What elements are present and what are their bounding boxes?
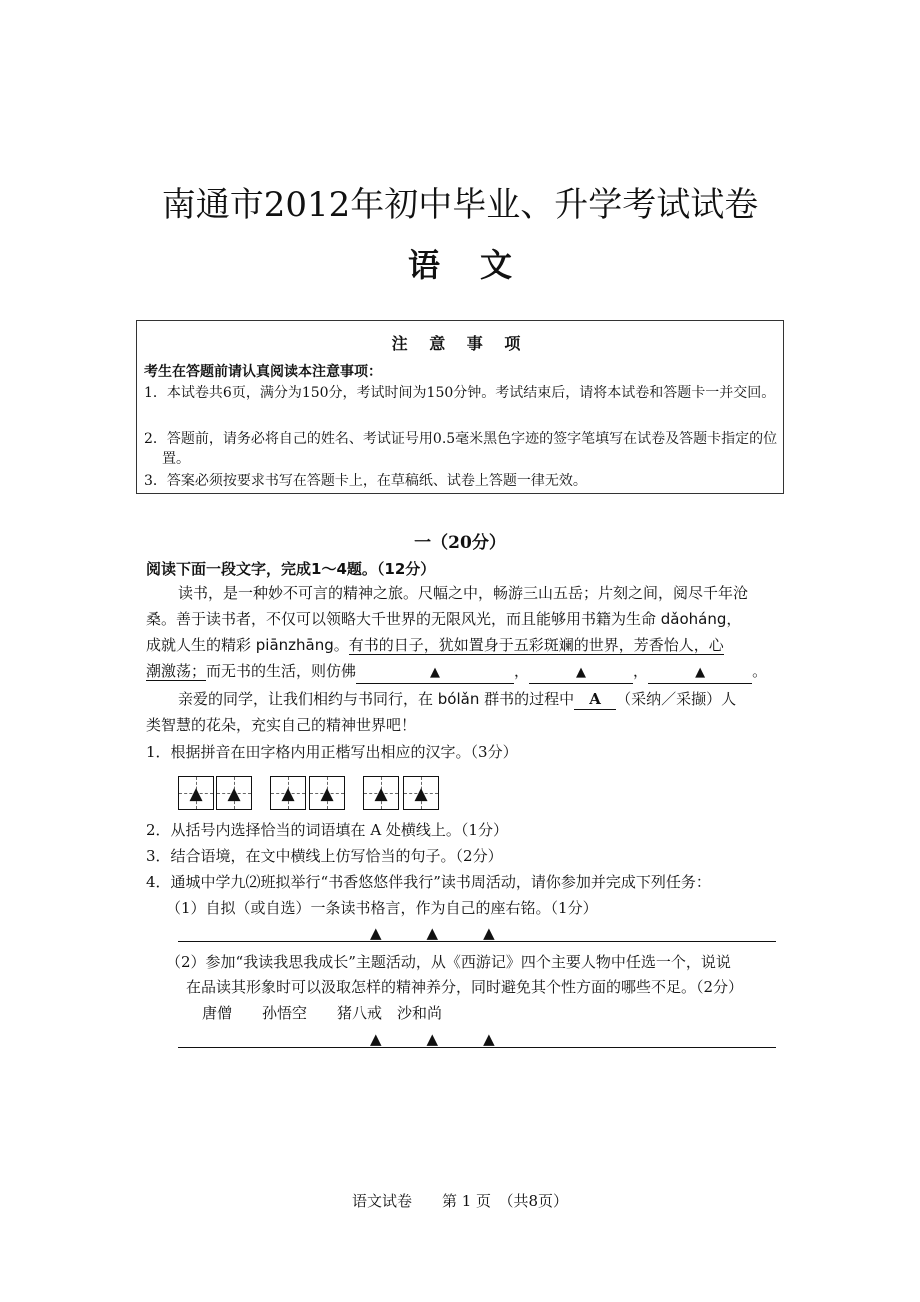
answer-line[interactable] xyxy=(178,941,776,942)
notice-item: 3．答案必须按要求书写在答题卡上，在草稿纸、试卷上答题一律无效。 xyxy=(144,473,587,489)
tianzige-cell[interactable] xyxy=(403,776,439,810)
triangle-icon: ▲ xyxy=(576,665,587,680)
underlined-sentence: 潮激荡； xyxy=(146,662,207,680)
tianzige-cell[interactable] xyxy=(309,776,345,810)
triangle-icon: ▲ xyxy=(320,784,334,804)
passage-line xyxy=(178,686,736,712)
question-4: 4．通城中学九⑵班拟举行“书香悠悠伴我行”读书周活动，请你参加并完成下列任务： xyxy=(146,873,711,891)
tianzige-cell[interactable] xyxy=(216,776,252,810)
answer-marks: ▲ ▲ ▲ xyxy=(370,924,495,942)
imitation-blank xyxy=(356,661,514,684)
passage-text: 亲爱的同学，让我们相约与书同行，在 bólǎn 群书的过程中 xyxy=(178,690,575,708)
tianzige-cell[interactable] xyxy=(363,776,399,810)
section-heading: 一（20分） xyxy=(414,533,506,553)
triangle-icon: ▲ xyxy=(281,784,295,804)
passage-line: 类智慧的花朵，充实自己的精神世界吧！ xyxy=(146,716,417,734)
underlined-sentence: 有书的日子，犹如置身于五彩斑斓的世界，芳香怡人，心 xyxy=(348,636,724,654)
question-2: 2．从括号内选择恰当的词语填在 A 处横线上。（1分） xyxy=(146,821,508,839)
passage-line: 桑。善于读书者，不仅可以领略大千世界的无限风光，而且能够用书籍为生命 dǎoháng， xyxy=(146,610,742,628)
punct: ， xyxy=(633,662,649,680)
passage-line xyxy=(146,632,724,658)
answer-marks: ▲ ▲ ▲ xyxy=(370,1030,495,1048)
notice-item: 1．本试卷共6页，满分为150分，考试时间为150分钟。考试结束后，请将本试卷和答题卡一并交回。 xyxy=(144,385,776,401)
notice-box xyxy=(136,320,784,494)
question-4-1: （1）自拟（或自选）一条读书格言，作为自己的座右铭。（1分） xyxy=(166,899,598,917)
question-1: 1．根据拼音在田字格内用正楷写出相应的汉字。（3分） xyxy=(146,743,518,761)
triangle-icon: ▲ xyxy=(189,784,203,804)
punct: ， xyxy=(514,662,530,680)
triangle-icon: ▲ xyxy=(430,665,441,680)
reading-lead: 阅读下面一段文字，完成1～4题。（12分） xyxy=(146,560,436,578)
notice-item: 2．答题前，请务必将自己的姓名、考试证号用0.5毫米黑色字迹的签字笔填写在试卷及答题卡指定的位置。 xyxy=(144,431,778,467)
imitation-blank xyxy=(648,661,752,684)
passage-text: 成就人生的精彩 piānzhāng。 xyxy=(146,636,349,654)
notice-intro: 考生在答题前请认真阅读本注意事项： xyxy=(144,364,382,380)
notice-heading: 注 意 事 项 xyxy=(391,334,529,353)
answer-line[interactable] xyxy=(178,1047,776,1048)
passage-text: 而无书的生活，则仿佛 xyxy=(206,662,357,680)
exam-subject: 语文 xyxy=(407,246,552,284)
passage-text: （采纳／采撷）人 xyxy=(616,690,737,708)
imitation-blank xyxy=(529,661,633,684)
triangle-icon: ▲ xyxy=(374,784,388,804)
character-list: 唐僧 孙悟空 猪八戒 沙和尚 xyxy=(202,1004,443,1022)
triangle-icon: ▲ xyxy=(695,665,706,680)
passage-line: 读书，是一种妙不可言的精神之旅。尺幅之中，畅游三山五岳；片刻之间，阅尽千年沧 xyxy=(178,584,749,602)
triangle-icon: ▲ xyxy=(414,784,428,804)
passage-line xyxy=(146,658,767,684)
question-4-2: （2）参加“我读我思我成长”主题活动，从《西游记》四个主要人物中任选一个，说说 xyxy=(166,953,731,971)
punct: 。 xyxy=(752,662,768,680)
question-3: 3．结合语境，在文中横线上仿写恰当的句子。（2分） xyxy=(146,847,503,865)
tianzige-cell[interactable] xyxy=(178,776,214,810)
blank-a: A xyxy=(574,689,616,710)
page-footer: 语文试卷 第 1 页 （共8页） xyxy=(351,1192,569,1210)
triangle-icon: ▲ xyxy=(227,784,241,804)
tianzige-cell[interactable] xyxy=(270,776,306,810)
question-4-2-cont: 在品读其形象时可以汲取怎样的精神养分，同时避免其个性方面的哪些不足。（2分） xyxy=(186,978,744,996)
exam-title: 南通市2012年初中毕业、升学考试试卷 xyxy=(161,185,759,225)
